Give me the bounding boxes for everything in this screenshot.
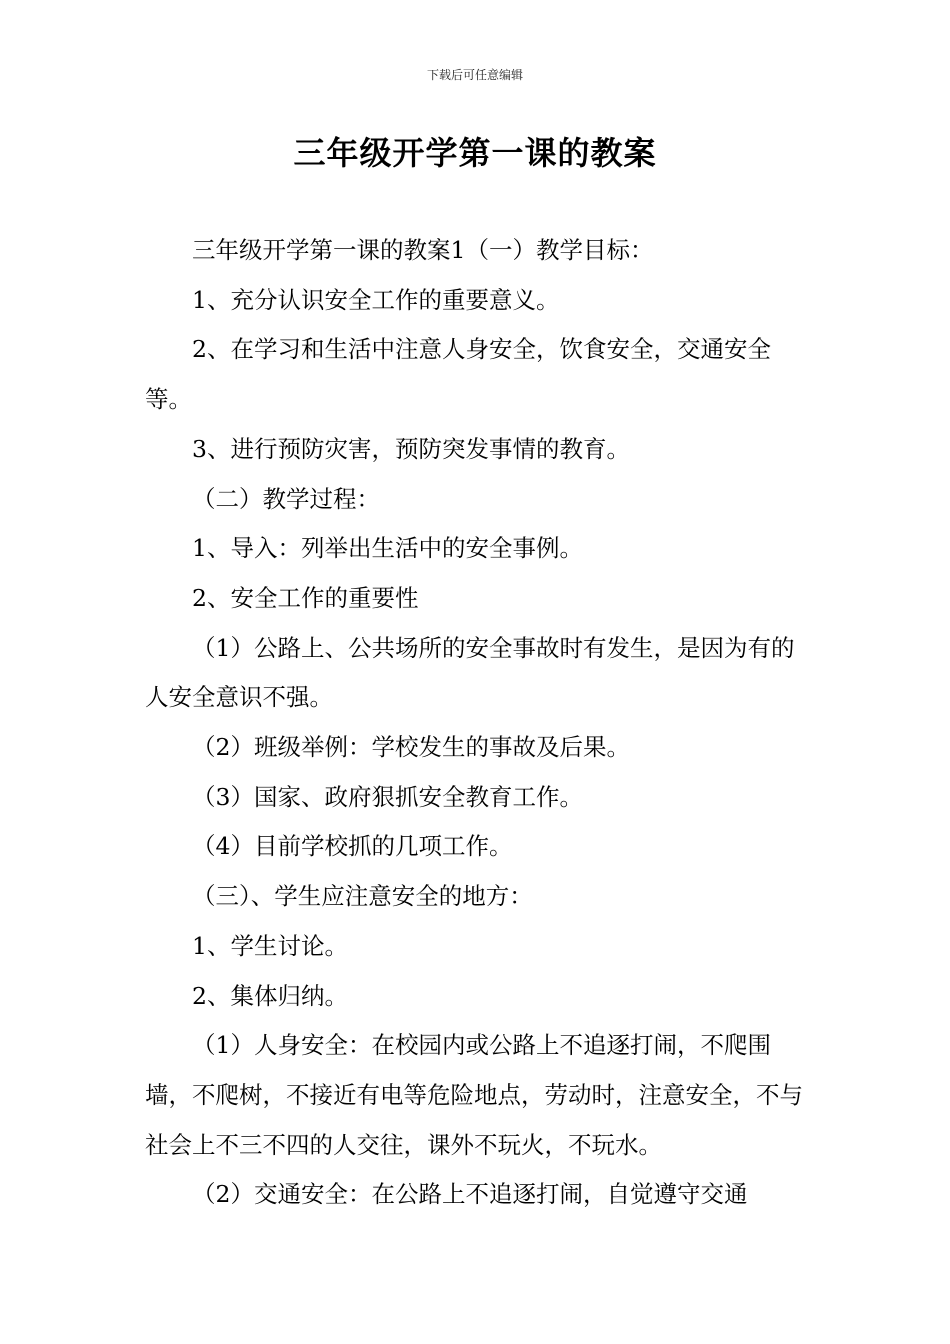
paragraph: 1、学生讨论。 (192, 931, 348, 960)
paragraph: 1、充分认识安全工作的重要意义。 (192, 285, 560, 314)
document-title: 三年级开学第一课的教案 (293, 134, 657, 172)
paragraph: 2、在学习和生活中注意人身安全，饮食安全，交通安全等。 (145, 335, 771, 414)
paragraph: 三年级开学第一课的教案1（一）教学目标： (192, 236, 654, 264)
paragraph: 3、进行预防灾害，预防突发事情的教育。 (192, 434, 630, 463)
paragraph: （三）、学生应注意安全的地方： (192, 882, 533, 911)
paragraph: （1）人身安全：在校园内或公路上不追逐打闹，不爬围墙，不爬树，不接近有电等危险地点，劳动时，注意安全，不与社会上不三不四的人交往，课外不玩火，不玩水。 (145, 1031, 803, 1159)
paragraph: 2、安全工作的重要性 (192, 583, 419, 612)
header-note: 下载后可任意编辑 (426, 68, 523, 82)
paragraph: （2）班级举例：学校发生的事故及后果。 (192, 733, 630, 762)
paragraph: 2、集体归纳。 (192, 981, 348, 1010)
paragraph: （二）教学过程： (192, 484, 380, 513)
document-body (145, 226, 810, 1220)
paragraph: （4）目前学校抓的几项工作。 (192, 832, 513, 861)
paragraph: 1、导入：列举出生活中的安全事例。 (192, 534, 583, 563)
paragraph: （3）国家、政府狠抓安全教育工作。 (192, 782, 583, 811)
paragraph: （1）公路上、公共场所的安全事故时有发生，是因为有的人安全意识不强。 (145, 633, 795, 712)
paragraph: （2）交通安全：在公路上不追逐打闹，自觉遵守交通 (192, 1180, 748, 1209)
